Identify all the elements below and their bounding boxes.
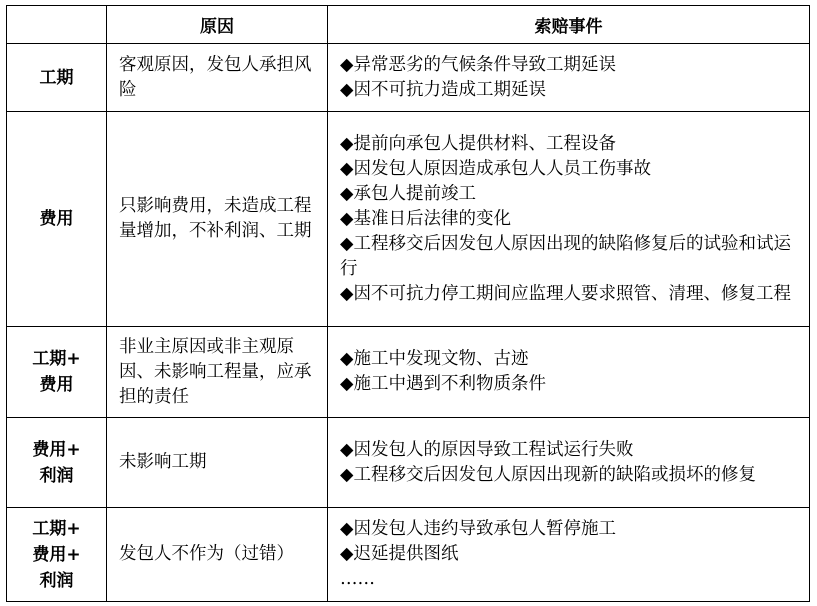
category-cell bbox=[7, 44, 107, 112]
event-item: ◆因不可抗力造成工期延误 bbox=[340, 79, 546, 100]
event-item: …… bbox=[340, 569, 375, 589]
events-cell bbox=[328, 418, 810, 508]
event-item: ◆因发包人的原因导致工程试运行失败 bbox=[340, 439, 634, 460]
event-item: ◆承包人提前竣工 bbox=[340, 183, 476, 204]
category-label: 利润 bbox=[39, 570, 74, 591]
table-row-schedule-cost-profit bbox=[7, 508, 810, 602]
event-item: ◆迟延提供图纸 bbox=[340, 544, 459, 564]
events-cell bbox=[328, 112, 810, 327]
category-label: 费用+ bbox=[32, 439, 81, 460]
reason-cell: 未影响工期 bbox=[107, 418, 328, 508]
category-cell bbox=[7, 112, 107, 327]
events-cell bbox=[328, 508, 810, 602]
event-item: ◆工程移交后因发包人原因出现新的缺陷或损坏的修复 bbox=[340, 464, 756, 485]
event-item: ◆异常恶劣的气候条件导致工期延误 bbox=[340, 54, 616, 75]
event-item: ◆因不可抗力停工期间应监理人要求照管、清理、修复工程 bbox=[340, 283, 791, 304]
event-item: ◆施工中发现文物、古迹 bbox=[340, 349, 529, 369]
category-label: 工期+ bbox=[32, 349, 81, 369]
category-label: 利润 bbox=[39, 465, 74, 486]
table-row-schedule bbox=[7, 44, 810, 112]
category-cell bbox=[7, 418, 107, 508]
event-item: ◆因发包人原因造成承包人人员工伤事故 bbox=[340, 158, 651, 179]
reason-cell: 客观原因，发包人承担风险 bbox=[107, 44, 328, 112]
event-item: ◆提前向承包人提供材料、工程设备 bbox=[340, 133, 616, 154]
event-item: ◆因发包人违约导致承包人暂停施工 bbox=[340, 519, 616, 539]
reason-cell: 只影响费用，未造成工程量增加，不补利润、工期 bbox=[107, 112, 328, 327]
event-item: ◆基准日后法律的变化 bbox=[340, 208, 511, 229]
event-item: ◆工程移交后因发包人原因出现的缺陷修复后的试验和试运行 bbox=[340, 233, 791, 279]
category-label: 工期+ bbox=[32, 518, 81, 539]
category-label: 费用+ bbox=[32, 544, 81, 565]
event-item: ◆施工中遇到不利物质条件 bbox=[340, 374, 546, 394]
category-label: 费用 bbox=[39, 209, 74, 229]
table-row-cost-profit bbox=[7, 418, 810, 508]
reason-cell: 发包人不作为（过错） bbox=[107, 508, 328, 602]
header-reason: 原因 bbox=[107, 6, 328, 44]
header-category bbox=[7, 6, 107, 44]
category-label: 费用 bbox=[39, 375, 74, 395]
category-cell bbox=[7, 508, 107, 602]
events-cell bbox=[328, 44, 810, 112]
category-label: 工期 bbox=[39, 67, 74, 88]
header-row bbox=[7, 6, 810, 44]
table-row-schedule-cost bbox=[7, 327, 810, 418]
claims-table bbox=[6, 5, 810, 602]
header-events: 索赔事件 bbox=[328, 6, 810, 44]
table-row-cost bbox=[7, 112, 810, 327]
reason-cell: 非业主原因或非主观原因、未影响工程量，应承担的责任 bbox=[107, 327, 328, 418]
events-cell bbox=[328, 327, 810, 418]
category-cell bbox=[7, 327, 107, 418]
